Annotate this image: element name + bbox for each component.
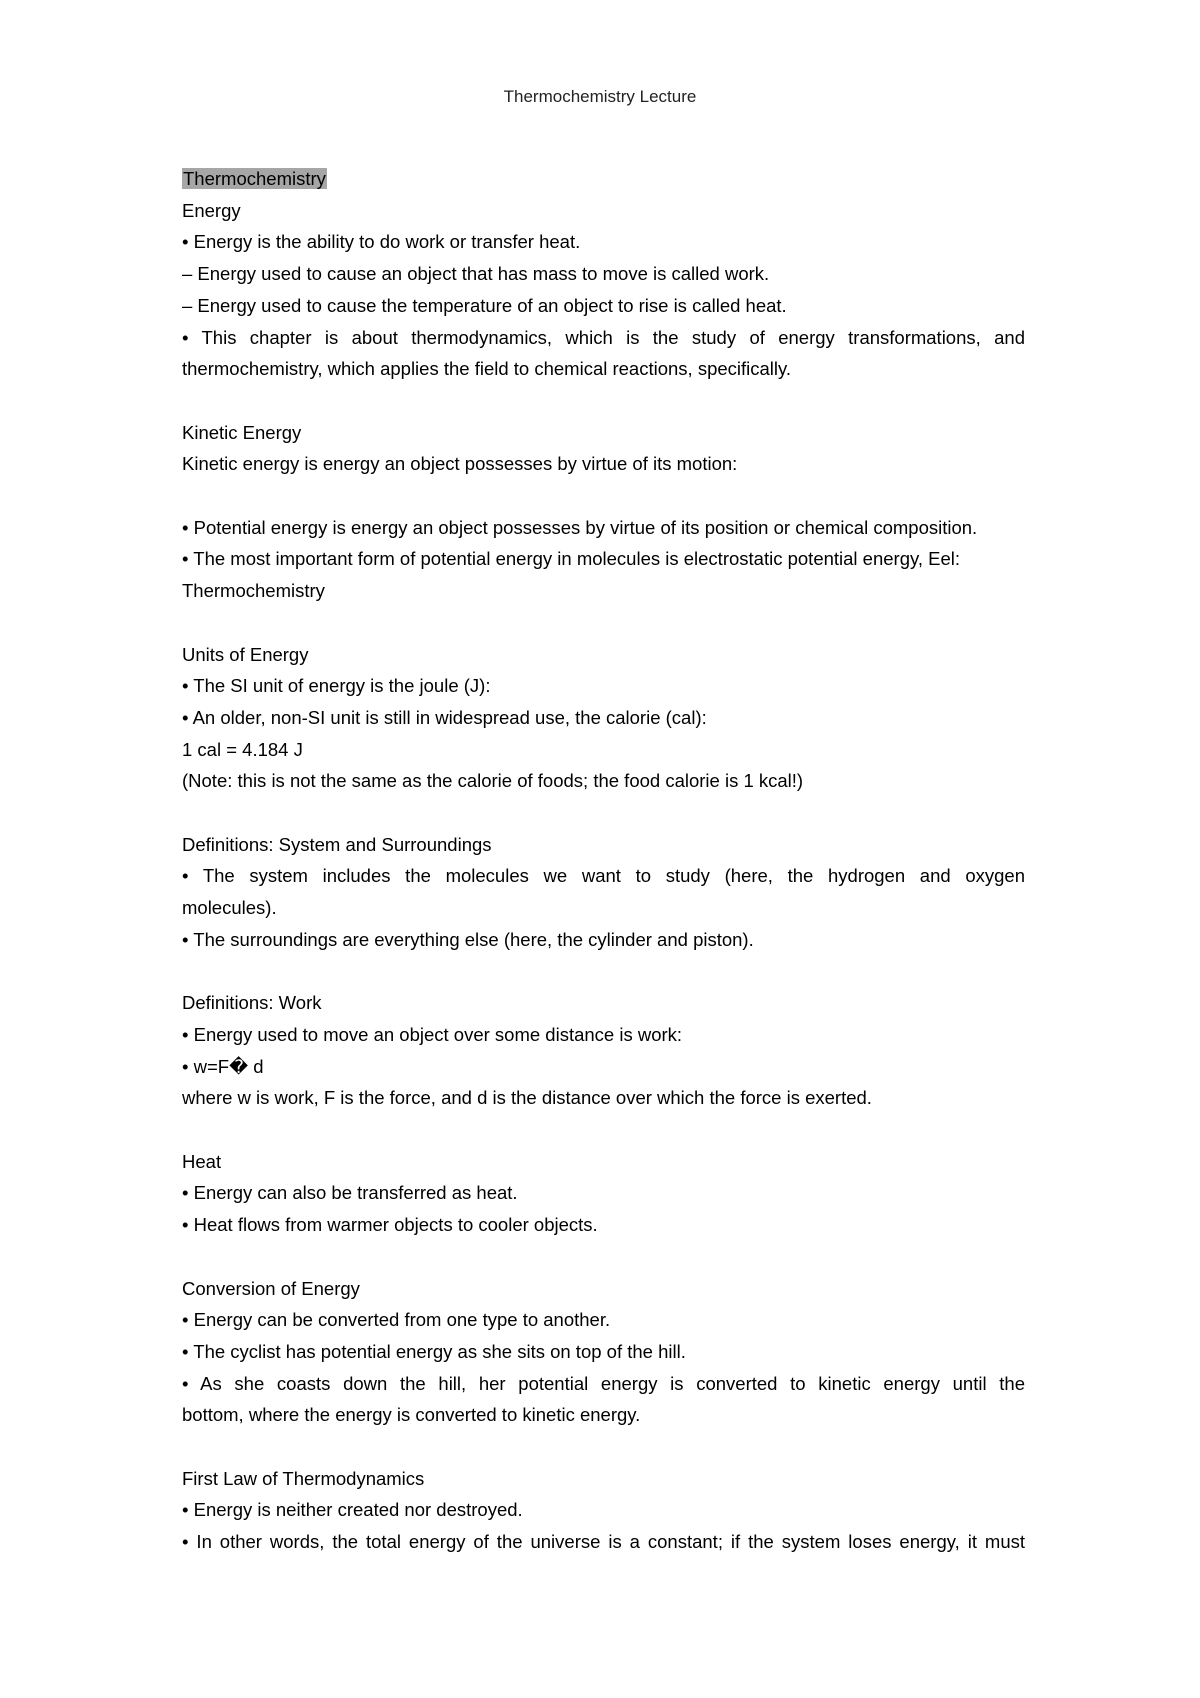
- paragraph-line: (Note: this is not the same as the calorie of foods; the food calorie is 1 kcal!): [182, 770, 804, 792]
- paragraph-line: • Energy is neither created nor destroyed.: [182, 1499, 523, 1521]
- paragraph-line: – Energy used to cause the temperature of an object to rise is called heat.: [182, 294, 787, 316]
- section-heading-conversion: Conversion of Energy: [182, 1277, 360, 1299]
- paragraph-line: • The cyclist has potential energy as she sits on top of the hill.: [182, 1340, 686, 1362]
- paragraph-line: • Energy can also be transferred as heat.: [182, 1182, 518, 1204]
- paragraph-line: • As she coasts down the hill, her potential energy is converted to kinetic energy until the: [182, 1372, 1025, 1394]
- paragraph-line: • Energy used to move an object over some distance is work:: [182, 1023, 683, 1045]
- paragraph-line: • Potential energy is energy an object possesses by virtue of its position or chemical composition.: [182, 516, 978, 538]
- paragraph-line: • In other words, the total energy of the universe is a constant; if the system loses energy, it must: [182, 1531, 1025, 1553]
- formula-line: • w=F� d: [182, 1055, 264, 1077]
- page-header: Thermochemistry Lecture: [503, 87, 697, 106]
- paragraph-line: • The SI unit of energy is the joule (J):: [182, 675, 491, 697]
- paragraph-line: thermochemistry, which applies the field to chemical reactions, specifically.: [182, 358, 792, 380]
- paragraph-line: • The surroundings are everything else (here, the cylinder and piston).: [182, 928, 754, 950]
- paragraph-line: • The most important form of potential energy in molecules is electrostatic potential energy, Eel:: [182, 548, 961, 570]
- paragraph-line: Kinetic energy is energy an object possesses by virtue of its motion:: [182, 453, 738, 475]
- paragraph-line: bottom, where the energy is converted to kinetic energy.: [182, 1404, 641, 1426]
- paragraph-line: • Energy is the ability to do work or transfer heat.: [182, 231, 581, 253]
- section-heading-work: Definitions: Work: [182, 992, 322, 1014]
- document-title: [182, 163, 1025, 195]
- spacer: [182, 1114, 1025, 1146]
- paragraph-line: molecules).: [182, 897, 277, 919]
- section-heading-system: Definitions: System and Surroundings: [182, 833, 492, 855]
- paragraph-line: 1 cal = 4.184 J: [182, 738, 303, 760]
- section-heading-firstlaw: First Law of Thermodynamics: [182, 1467, 425, 1489]
- paragraph-line: • Heat flows from warmer objects to cooler objects.: [182, 1214, 598, 1236]
- paragraph-line: • The system includes the molecules we want to study (here, the hydrogen and oxygen: [182, 865, 1025, 887]
- spacer: [182, 1241, 1025, 1273]
- spacer: [182, 797, 1025, 829]
- paragraph-line: • This chapter is about thermodynamics, which is the study of energy transformations, and: [182, 326, 1025, 348]
- section-heading-units: Units of Energy: [182, 643, 309, 665]
- section-heading-energy: Energy: [182, 199, 241, 221]
- document-body: [182, 163, 1025, 1558]
- paragraph-line: • Energy can be converted from one type to another.: [182, 1309, 611, 1331]
- paragraph-line: Thermochemistry: [182, 580, 325, 602]
- paragraph-line: where w is work, F is the force, and d is the distance over which the force is exerted.: [182, 1087, 872, 1109]
- paragraph-line: – Energy used to cause an object that has mass to move is called work.: [182, 263, 770, 285]
- section-heading-heat: Heat: [182, 1150, 222, 1172]
- spacer: [182, 1431, 1025, 1463]
- spacer: [182, 956, 1025, 988]
- spacer: [182, 385, 1025, 417]
- section-heading-kinetic: Kinetic Energy: [182, 421, 302, 443]
- title-highlight: Thermochemistry: [183, 168, 326, 189]
- spacer: [182, 480, 1025, 512]
- paragraph-line: • An older, non-SI unit is still in widespread use, the calorie (cal):: [182, 706, 707, 728]
- spacer: [182, 607, 1025, 639]
